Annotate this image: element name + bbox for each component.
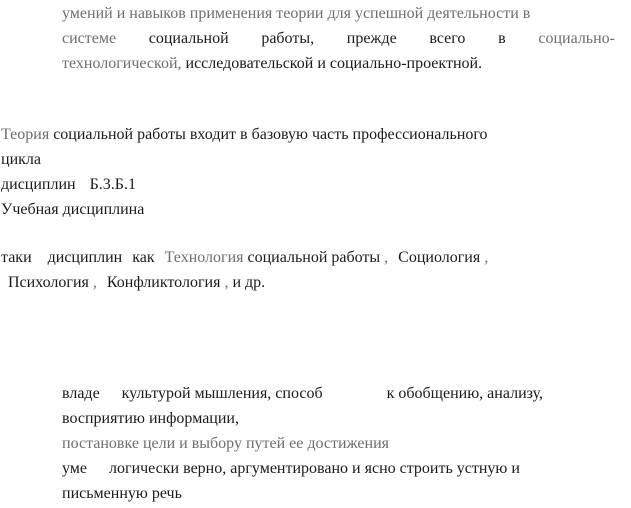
text-fragment: и др. xyxy=(232,274,266,291)
text-fragment: социальной работы входит в базовую часть профессионального xyxy=(53,126,488,143)
paragraph-4-line-3 xyxy=(62,434,389,454)
text-fragment: исследовательской и социально-проектной. xyxy=(185,55,483,72)
text-fragment: , xyxy=(480,249,489,266)
text-fragment: работы, xyxy=(261,30,315,47)
text-fragment: постановке цели и выбору путей ее достижения xyxy=(62,435,389,452)
text-fragment: всего xyxy=(429,30,466,47)
text-fragment: прежде xyxy=(346,30,397,47)
text-fragment: , xyxy=(380,249,389,266)
paragraph-4-line-2 xyxy=(62,409,239,429)
paragraph-2-line-4 xyxy=(1,200,144,220)
text-fragment: таки xyxy=(1,249,32,266)
text-fragment: цикла xyxy=(1,151,41,168)
text-fragment: дисциплин xyxy=(1,176,76,193)
text-fragment: владе xyxy=(62,385,100,402)
text-fragment: обобщению, анализу, xyxy=(398,385,544,402)
text-fragment: социальной xyxy=(148,30,229,47)
text-fragment: технологической, xyxy=(62,55,186,72)
paragraph-2-line-3 xyxy=(1,175,136,195)
text-fragment: Б.3.Б.1 xyxy=(89,176,136,193)
text-fragment: уме xyxy=(62,460,88,477)
text-fragment: умений и навыков применения теории для успешной деятельности в xyxy=(62,5,531,22)
text-fragment: в xyxy=(498,30,506,47)
text-fragment: социально- xyxy=(538,30,615,47)
paragraph-2-line-2 xyxy=(1,150,41,170)
text-fragment: к xyxy=(386,385,399,402)
paragraph-1-line-2 xyxy=(62,29,615,49)
text-fragment: , xyxy=(220,274,233,291)
text-fragment: системе xyxy=(62,30,117,47)
paragraph-4-line-4 xyxy=(62,459,520,479)
text-fragment: логически верно, аргументировано и ясно строить устную и xyxy=(109,460,520,477)
text-fragment: , xyxy=(88,274,97,291)
text-fragment: дисциплин xyxy=(47,249,123,266)
paragraph-2-line-1 xyxy=(1,125,488,145)
text-fragment: Конфликтология xyxy=(106,274,221,291)
paragraph-4-line-5 xyxy=(62,484,182,504)
text-fragment: как xyxy=(132,249,155,266)
text-fragment: культурой мышления, способ xyxy=(121,385,323,402)
text-fragment: письменную речь xyxy=(62,485,182,502)
text-fragment: Теория xyxy=(1,126,54,143)
text-fragment: Технология xyxy=(164,249,248,266)
text-fragment: Социология xyxy=(398,249,481,266)
text-fragment: Учебная дисциплина xyxy=(1,201,145,218)
text-fragment: восприятию информации, xyxy=(62,410,239,427)
text-fragment: Психология xyxy=(8,274,89,291)
paragraph-1-line-3 xyxy=(62,54,482,74)
paragraph-4-line-1 xyxy=(62,384,543,404)
text-fragment: социальной работы xyxy=(247,249,381,266)
paragraph-1-line-1 xyxy=(62,4,530,24)
paragraph-3-line-1 xyxy=(1,248,488,268)
paragraph-3-line-2 xyxy=(8,273,265,293)
